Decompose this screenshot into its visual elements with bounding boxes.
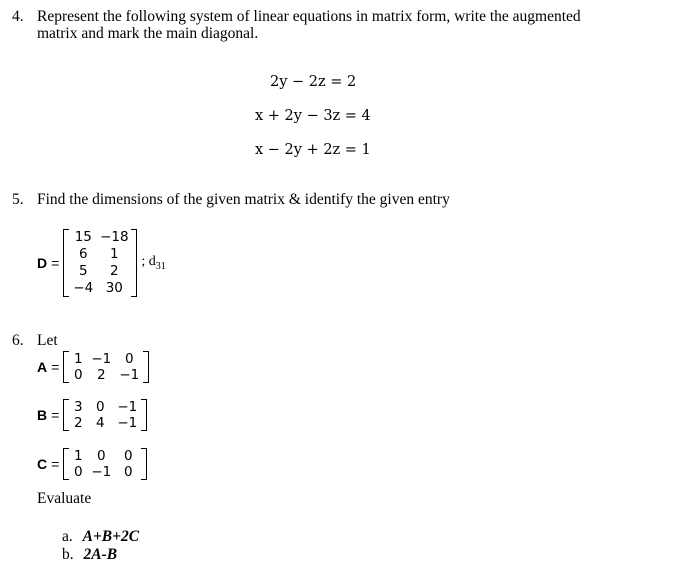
equals-sign: =: [51, 456, 60, 472]
matrix-b: [37, 398, 147, 432]
matrix-b-entry: 0: [96, 399, 105, 415]
matrix-c-entry: 0: [124, 464, 133, 480]
matrix-b-entry: −1: [117, 415, 138, 431]
matrix-c-entry: −1: [91, 464, 112, 480]
matrix-c: [37, 447, 147, 481]
matrix-a-entry: 0: [125, 351, 134, 367]
q5-text: Find the dimensions of the given matrix & identify the given entry: [37, 191, 450, 208]
q4-equation-1: 2y − 2z = 2: [270, 74, 357, 90]
matrix-d-label: D: [37, 255, 48, 271]
matrix-c-label: C: [37, 456, 48, 472]
matrix-a-entry: −1: [91, 351, 112, 367]
matrix-a-entry: 2: [97, 367, 106, 383]
matrix-b-entry: 4: [96, 415, 105, 431]
entry-subscript: 31: [155, 260, 166, 272]
entry-note: [141, 254, 165, 272]
matrix-c-entry: 0: [124, 448, 133, 464]
matrix-c-entry: 0: [74, 464, 83, 480]
right-bracket: [143, 351, 149, 383]
matrix-b-entry: −1: [117, 399, 138, 415]
matrix-d-entry: 2: [110, 263, 119, 279]
q6-let: Let: [37, 332, 58, 349]
entry-prefix: ; d: [141, 254, 156, 270]
part-b-marker: b.: [62, 546, 74, 563]
q6-number: 6.: [12, 332, 24, 349]
right-bracket: [141, 399, 147, 431]
matrix-a-entry: 1: [74, 351, 83, 367]
equals-sign: =: [51, 407, 60, 423]
matrix-a: [37, 350, 149, 384]
matrix-b-entry: 3: [74, 399, 83, 415]
evaluate-label: Evaluate: [37, 490, 92, 507]
matrix-d: [37, 228, 166, 298]
matrix-b-entry: 2: [74, 415, 83, 431]
matrix-d-entry: 5: [79, 263, 88, 279]
equals-sign: =: [51, 359, 60, 375]
right-bracket: [131, 229, 137, 297]
q4-equation-3: x − 2y + 2z = 1: [255, 142, 371, 158]
matrix-d-entry: 6: [79, 246, 88, 262]
right-bracket: [141, 448, 147, 480]
q4-number: 4.: [12, 8, 24, 25]
matrix-c-entry: 1: [74, 448, 83, 464]
matrix-d-entry: 15: [74, 229, 92, 245]
matrix-c-entry: 0: [97, 448, 106, 464]
q4-text-line2: matrix and mark the main diagonal.: [37, 25, 259, 42]
equals-sign: =: [51, 255, 60, 271]
matrix-a-entry: −1: [119, 367, 140, 383]
part-a: [62, 528, 139, 546]
q4-equation-2: x + 2y − 3z = 4: [255, 108, 371, 124]
matrix-a-label: A: [37, 359, 48, 375]
part-a-expression: A+B+2C: [82, 528, 140, 545]
q5-number: 5.: [12, 191, 24, 208]
matrix-d-entry: −4: [73, 280, 94, 296]
part-b: [62, 546, 117, 564]
matrix-b-label: B: [37, 407, 48, 423]
matrix-d-entry: 30: [105, 280, 123, 296]
matrix-d-entry: 1: [110, 246, 119, 262]
matrix-a-entry: 0: [74, 367, 83, 383]
part-b-expression: 2A-B: [83, 546, 118, 563]
part-a-marker: a.: [62, 528, 73, 545]
q4-text-line1: Represent the following system of linear equations in matrix form, write the augmented: [37, 8, 581, 25]
matrix-d-entry: −18: [100, 229, 129, 245]
